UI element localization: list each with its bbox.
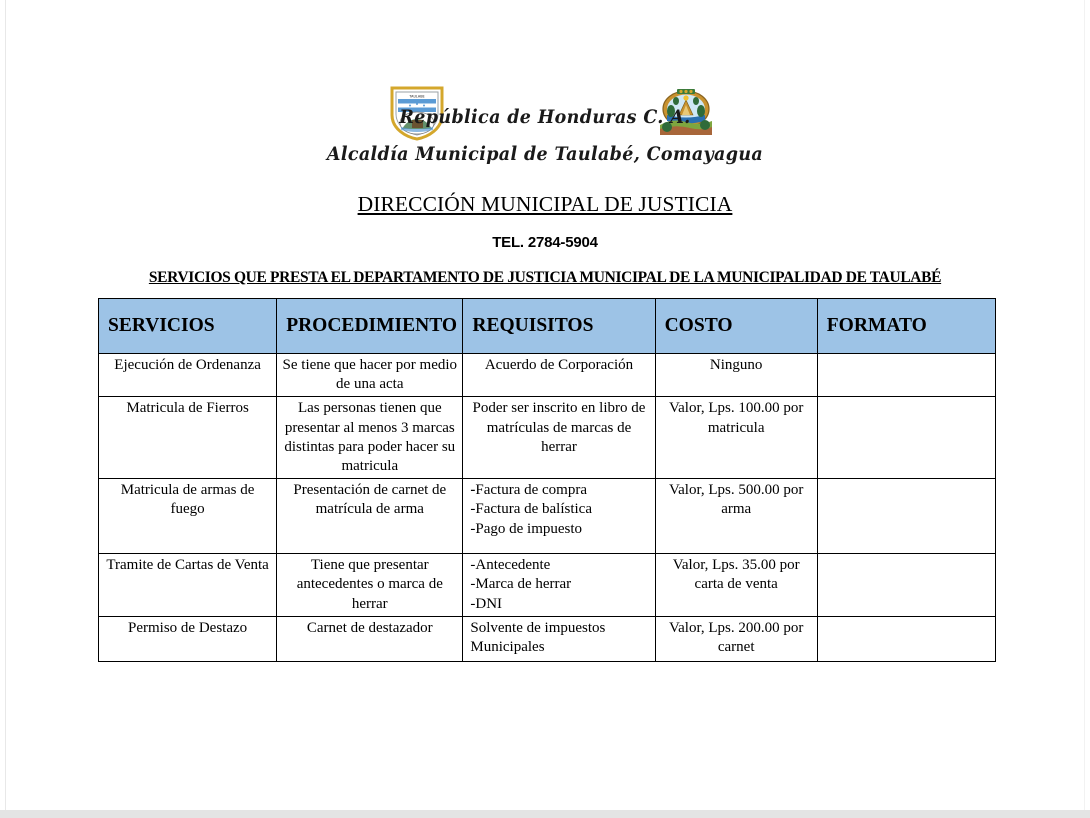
cell-formato xyxy=(817,554,995,617)
page-title: DIRECCIÓN MUNICIPAL DE JUSTICIA xyxy=(357,192,733,216)
document-subtitle: SERVICIOS QUE PRESTA EL DEPARTAMENTO DE JUSTICIA MUNICIPAL DE LA MUNICIPALIDAD DE TAULABÉ xyxy=(148,269,942,286)
cell-requisitos xyxy=(463,397,655,479)
requisito-item: Acuerdo de Corporación xyxy=(484,357,634,373)
cell-servicio: Ejecución de Ordenanza xyxy=(99,354,277,397)
table-row xyxy=(99,554,996,617)
requisito-item: -Factura de compra xyxy=(470,482,588,499)
cell-servicio: Tramite de Cartas de Venta xyxy=(99,554,277,617)
cell-servicio: Matricula de Fierros xyxy=(99,397,277,479)
cell-formato xyxy=(817,479,995,554)
requisito-item: -Factura de balística xyxy=(470,501,593,518)
cell-costo: Valor, Lps. 35.00 por carta de venta xyxy=(655,554,817,617)
cell-costo: Valor, Lps. 100.00 por matricula xyxy=(655,397,817,479)
table-row xyxy=(99,479,996,554)
column-header-costo: COSTO xyxy=(655,299,817,354)
table-row xyxy=(99,397,996,479)
services-table-container xyxy=(98,298,996,662)
svg-text:TAULABE: TAULABE xyxy=(409,94,425,99)
cell-procedimiento: Las personas tienen que presentar al menos 3 marcas distintas para poder hacer su matricula xyxy=(277,397,463,479)
cell-formato xyxy=(817,616,995,661)
cell-costo: Valor, Lps. 200.00 por carnet xyxy=(655,616,817,661)
cell-procedimiento: Tiene que presentar antecedentes o marca de herrar xyxy=(277,554,463,617)
requisito-item: -Pago de impuesto xyxy=(470,520,583,537)
cell-requisitos xyxy=(463,479,655,554)
cell-procedimiento: Carnet de destazador xyxy=(277,616,463,661)
document-page xyxy=(5,0,1085,810)
requisito-item: -DNI xyxy=(470,595,503,612)
services-table xyxy=(98,298,996,662)
column-header-requisitos: REQUISITOS xyxy=(463,299,655,354)
table-row xyxy=(99,354,996,397)
letterhead xyxy=(6,80,1084,185)
cell-formato xyxy=(817,354,995,397)
cell-servicio: Permiso de Destazo xyxy=(99,616,277,661)
column-header-servicios: SERVICIOS xyxy=(99,299,277,354)
cell-procedimiento: Se tiene que hacer por medio de una acta xyxy=(277,354,463,397)
column-header-formato: FORMATO xyxy=(817,299,995,354)
cell-procedimiento: Presentación de carnet de matrícula de arma xyxy=(277,479,463,554)
cell-requisitos xyxy=(463,616,655,661)
requisito-item: -Antecedente xyxy=(470,557,551,574)
municipality-line: Alcaldía Municipal de Taulabé, Comayagua xyxy=(326,143,764,165)
table-header-row xyxy=(99,299,996,354)
cell-costo: Ninguno xyxy=(655,354,817,397)
cell-requisitos xyxy=(463,554,655,617)
republic-line: República de Honduras C. A. xyxy=(399,106,691,128)
table-row xyxy=(99,616,996,661)
phone-number: TEL. 2784-5904 xyxy=(492,234,598,251)
requisito-item: Poder ser inscrito en libro de matrículas de marcas de herrar xyxy=(472,400,646,455)
cell-servicio: Matricula de armas de fuego xyxy=(99,479,277,554)
cell-formato xyxy=(817,397,995,479)
page-bottom-edge xyxy=(0,810,1090,818)
cell-requisitos xyxy=(463,354,655,397)
requisito-item: -Marca de herrar xyxy=(470,576,572,593)
requisito-item: Solvente de impuestos Municipales xyxy=(470,619,606,655)
column-header-procedimiento: PROCEDIMIENTO xyxy=(277,299,463,354)
cell-costo: Valor, Lps. 500.00 por arma xyxy=(655,479,817,554)
